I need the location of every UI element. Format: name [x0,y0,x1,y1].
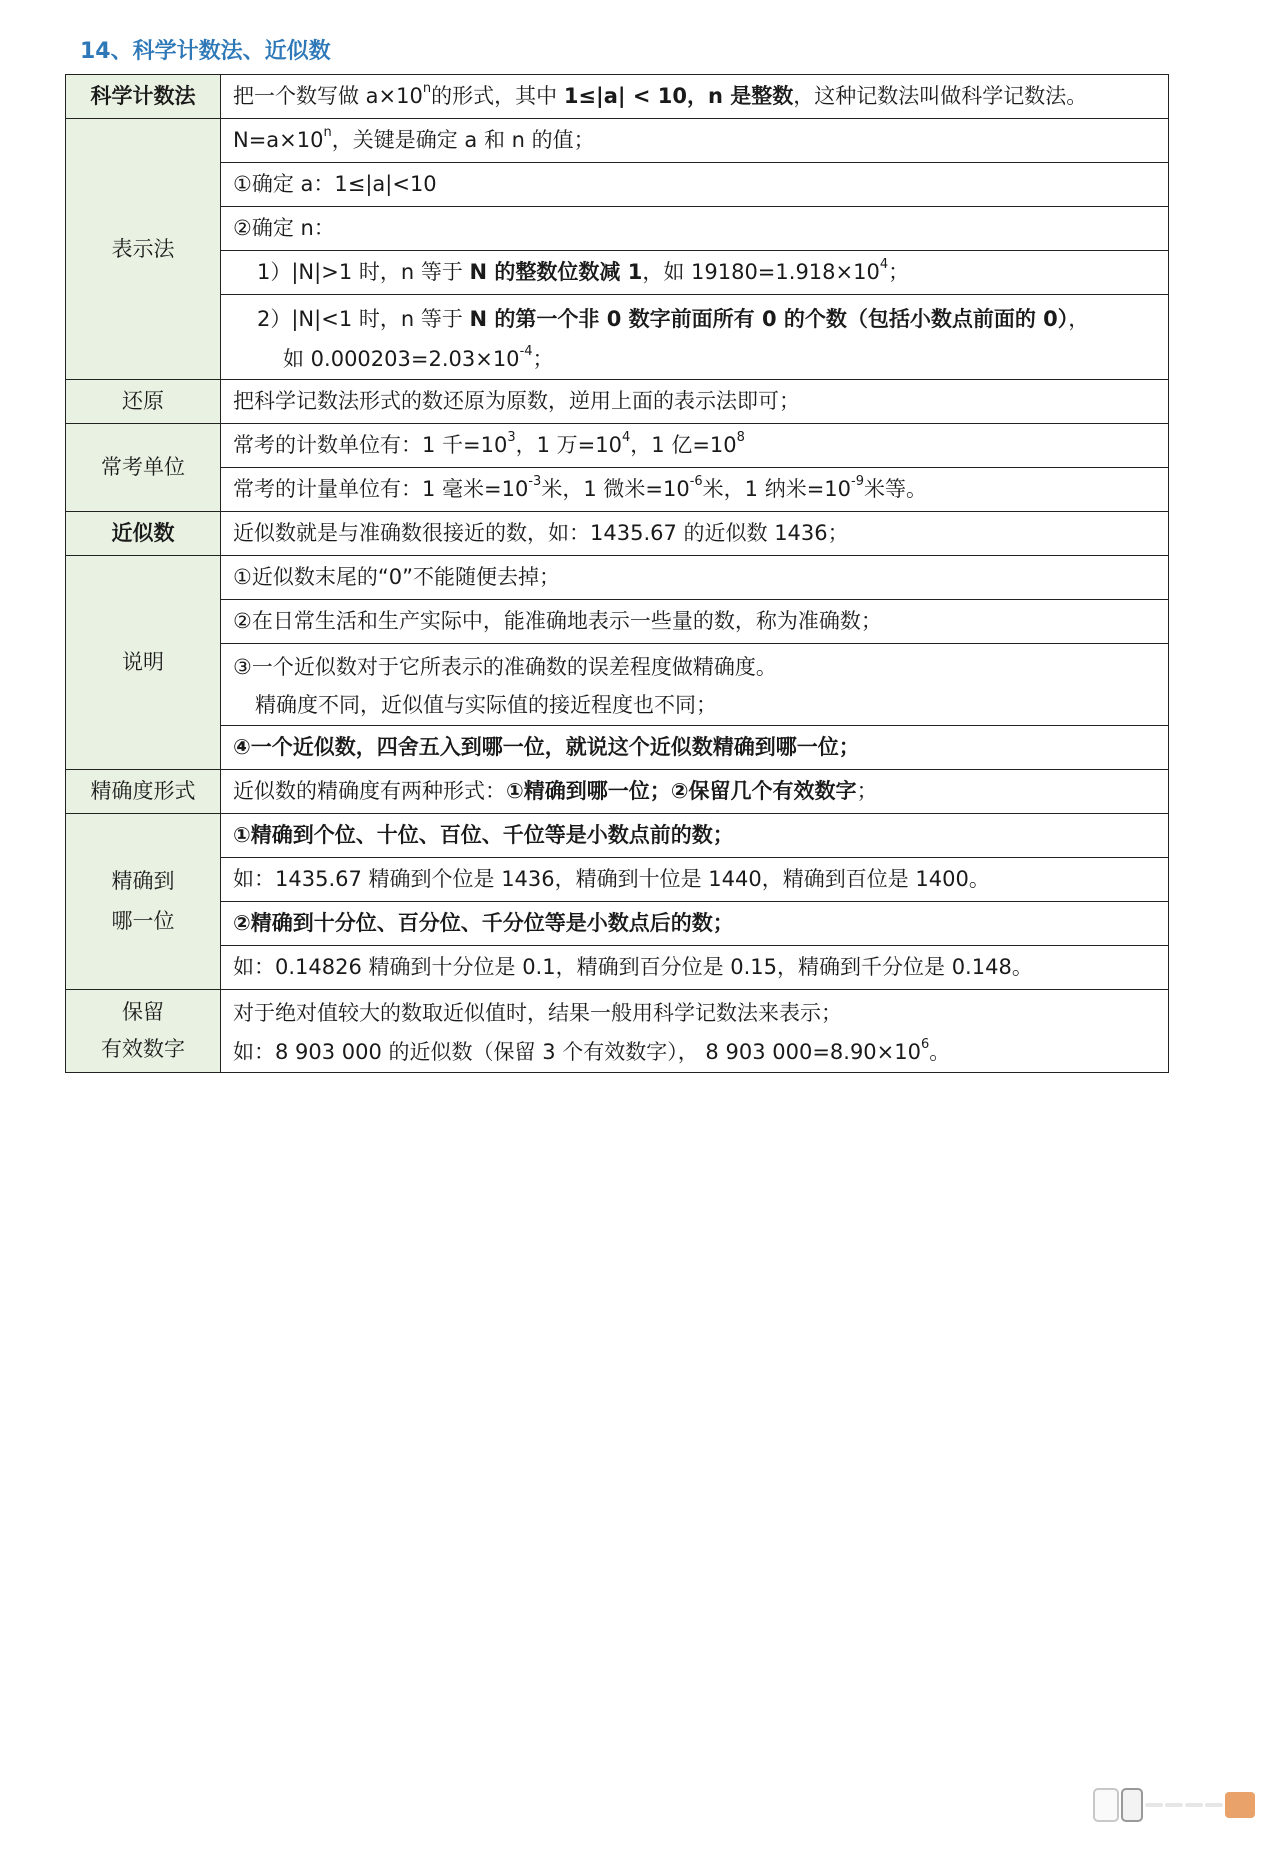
units-measure: 常考的计量单位有：1 毫米$=10^{-3}$米，1 微米$=10^{-6}$米，1 纳米$=10^{-9}$米等。 [221,468,1169,512]
row-place-1 [66,814,1169,858]
row-rep-5 [66,295,1169,380]
row-rep-1 [66,119,1169,163]
row-sci [66,75,1169,119]
note-1: ①近似数末尾的“0”不能随便去掉； [221,556,1169,600]
sig-text: 对于绝对值较大的数取近似值时，结果一般用科学记数法来表示； 如：8 903 000 的近似数（保留 3 个有效数字）， 8 903 $000=8.90\times 10^6$。 [221,990,1169,1073]
label-prec: 精确度形式 [66,770,221,814]
section-title: 14、科学计数法、近似数 [80,39,331,64]
page-thumb-current[interactable] [1225,1792,1255,1818]
label-sig: 保留 有效数字 [66,990,221,1073]
label-sci: 科学计数法 [66,75,221,119]
row-approx [66,512,1169,556]
approx-text: 近似数就是与准确数很接近的数，如：1435.67 的近似数 1436； [221,512,1169,556]
note-4: ④一个近似数，四舍五入到哪一位，就说这个近似数精确到哪一位； [221,726,1169,770]
row-place-2 [66,858,1169,902]
row-rep-3 [66,207,1169,251]
row-units-2 [66,468,1169,512]
row-note-2 [66,600,1169,644]
place-3: ②精确到十分位、百分位、千分位等是小数点后的数； [221,902,1169,946]
note-3: ③一个近似数对于它所表示的准确数的误差程度做精确度。 精确度不同，近似值与实际值的接近程度也不同； [221,644,1169,726]
rep-line-3: ②确定 n： [221,207,1169,251]
row-rep-4 [66,251,1169,295]
page-thumb-bar[interactable] [1205,1803,1223,1807]
row-prec [66,770,1169,814]
row-place-3 [66,902,1169,946]
row-restore [66,380,1169,424]
place-1: ①精确到个位、十位、百位、千位等是小数点前的数； [221,814,1169,858]
notes-table [65,74,1169,1073]
label-units: 常考单位 [66,424,221,512]
label-rep: 表示法 [66,119,221,380]
place-2: 如：1435.67 精确到个位是 1436，精确到十位是 1440，精确到百位是 1400。 [221,858,1169,902]
rep-line-1: $N=a\times 10^n$，关键是确定 a 和 n 的值； [221,119,1169,163]
place-4: 如：0.14826 精确到十分位是 0.1，精确到百分位是 0.15，精确到千分位是 0.148。 [221,946,1169,990]
label-note: 说明 [66,556,221,770]
prec-text: 近似数的精确度有两种形式：①精确到哪一位；②保留几个有效数字； [221,770,1169,814]
row-note-1 [66,556,1169,600]
page-thumbnail-strip [1093,1788,1255,1822]
label-place: 精确到 哪一位 [66,814,221,990]
units-count: 常考的计数单位有：1 千$=10^3$，1 万$=10^4$，1 亿$=10^8$ [221,424,1169,468]
rep-line-5: 2）|N|<1 时，n 等于 N 的第一个非 0 数字前面所有 0 的个数（包括小数点前面的 0）， 如 $0.000203=2.03\times 10^{-4}$； [221,295,1169,380]
rep-line-4: 1）|N|>1 时，n 等于 N 的整数位数减 1，如 $19180=1.918\times 10^4$； [221,251,1169,295]
page-thumb-active[interactable] [1121,1788,1143,1822]
label-restore: 还原 [66,380,221,424]
page-thumb[interactable] [1093,1788,1119,1822]
row-note-4 [66,726,1169,770]
page-thumb-bar[interactable] [1165,1803,1183,1807]
rep-line-2: ①确定 a：1≤|a|<10 [221,163,1169,207]
row-place-4 [66,946,1169,990]
sci-definition: 把一个数写做 $a\times 10^n$的形式，其中 1≤|a| < 10，n 是整数，这种记数法叫做科学记数法。 [221,75,1169,119]
note-2: ②在日常生活和生产实际中，能准确地表示一些量的数，称为准确数； [221,600,1169,644]
page-thumb-bar[interactable] [1145,1803,1163,1807]
row-note-3 [66,644,1169,726]
row-sig [66,990,1169,1073]
page-thumb-bar[interactable] [1185,1803,1203,1807]
row-units-1 [66,424,1169,468]
row-rep-2 [66,163,1169,207]
restore-text: 把科学记数法形式的数还原为原数，逆用上面的表示法即可； [221,380,1169,424]
label-approx: 近似数 [66,512,221,556]
